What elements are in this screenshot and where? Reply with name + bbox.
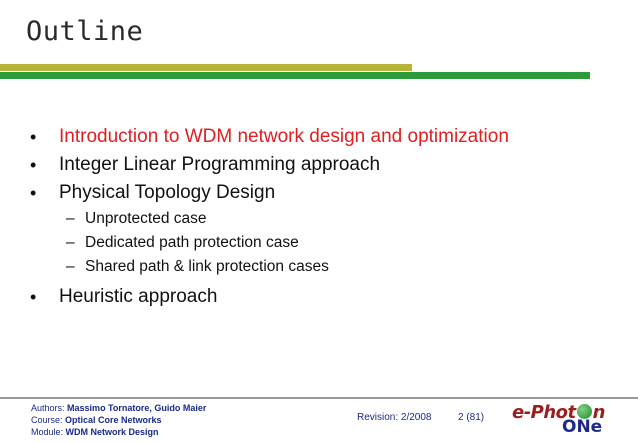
bullet-item [0,151,638,179]
slide-title: Outline [26,16,144,47]
bullet-marker: • [30,127,37,147]
revision-label: Revision: 2/2008 [357,412,432,423]
footer-divider [0,397,638,399]
logo-top-text: e-Phot [512,402,576,423]
authors-label: Authors: [31,403,65,413]
sub-bullet-text: Shared path & link protection cases [85,258,329,275]
sub-bullet-item [0,231,638,255]
bullet-item [0,179,638,207]
page-number: 2 (81) [458,412,485,423]
bullet-list [0,123,638,311]
bullet-text: Physical Topology Design [59,182,276,203]
bullet-marker: • [30,287,37,307]
module-value: WDM Network Design [65,427,159,437]
logo-top-end: n [592,402,605,423]
sub-bullet-text: Unprotected case [85,210,207,227]
logo-bottom-text: ONe [562,417,603,437]
footer-course [31,414,206,426]
bullet-item [0,123,638,151]
bullet-text: Heuristic approach [59,286,218,307]
footer-module [31,426,206,438]
sub-bullet-marker: – [66,234,75,251]
sub-bullet-item [0,207,638,231]
sub-bullet-marker: – [66,258,75,275]
bullet-marker: • [30,155,37,175]
title-underline-green [0,72,590,79]
module-label: Module: [31,427,64,437]
bullet-text: Introduction to WDM network design and optimization [59,126,509,147]
footer-credits [31,402,206,438]
course-value: Optical Core Networks [65,415,162,425]
title-underline-olive [0,64,412,71]
sub-bullet-text: Dedicated path protection case [85,234,299,251]
sub-bullet-marker: – [66,210,75,227]
footer-authors [31,402,206,414]
bullet-text: Integer Linear Programming approach [59,154,381,175]
e-photon-one-logo [512,402,616,438]
bullet-item [0,283,638,311]
course-label: Course: [31,415,63,425]
bullet-marker: • [30,183,37,203]
sub-bullet-item [0,255,638,279]
authors-value: Massimo Tornatore, Guido Maier [67,403,207,413]
